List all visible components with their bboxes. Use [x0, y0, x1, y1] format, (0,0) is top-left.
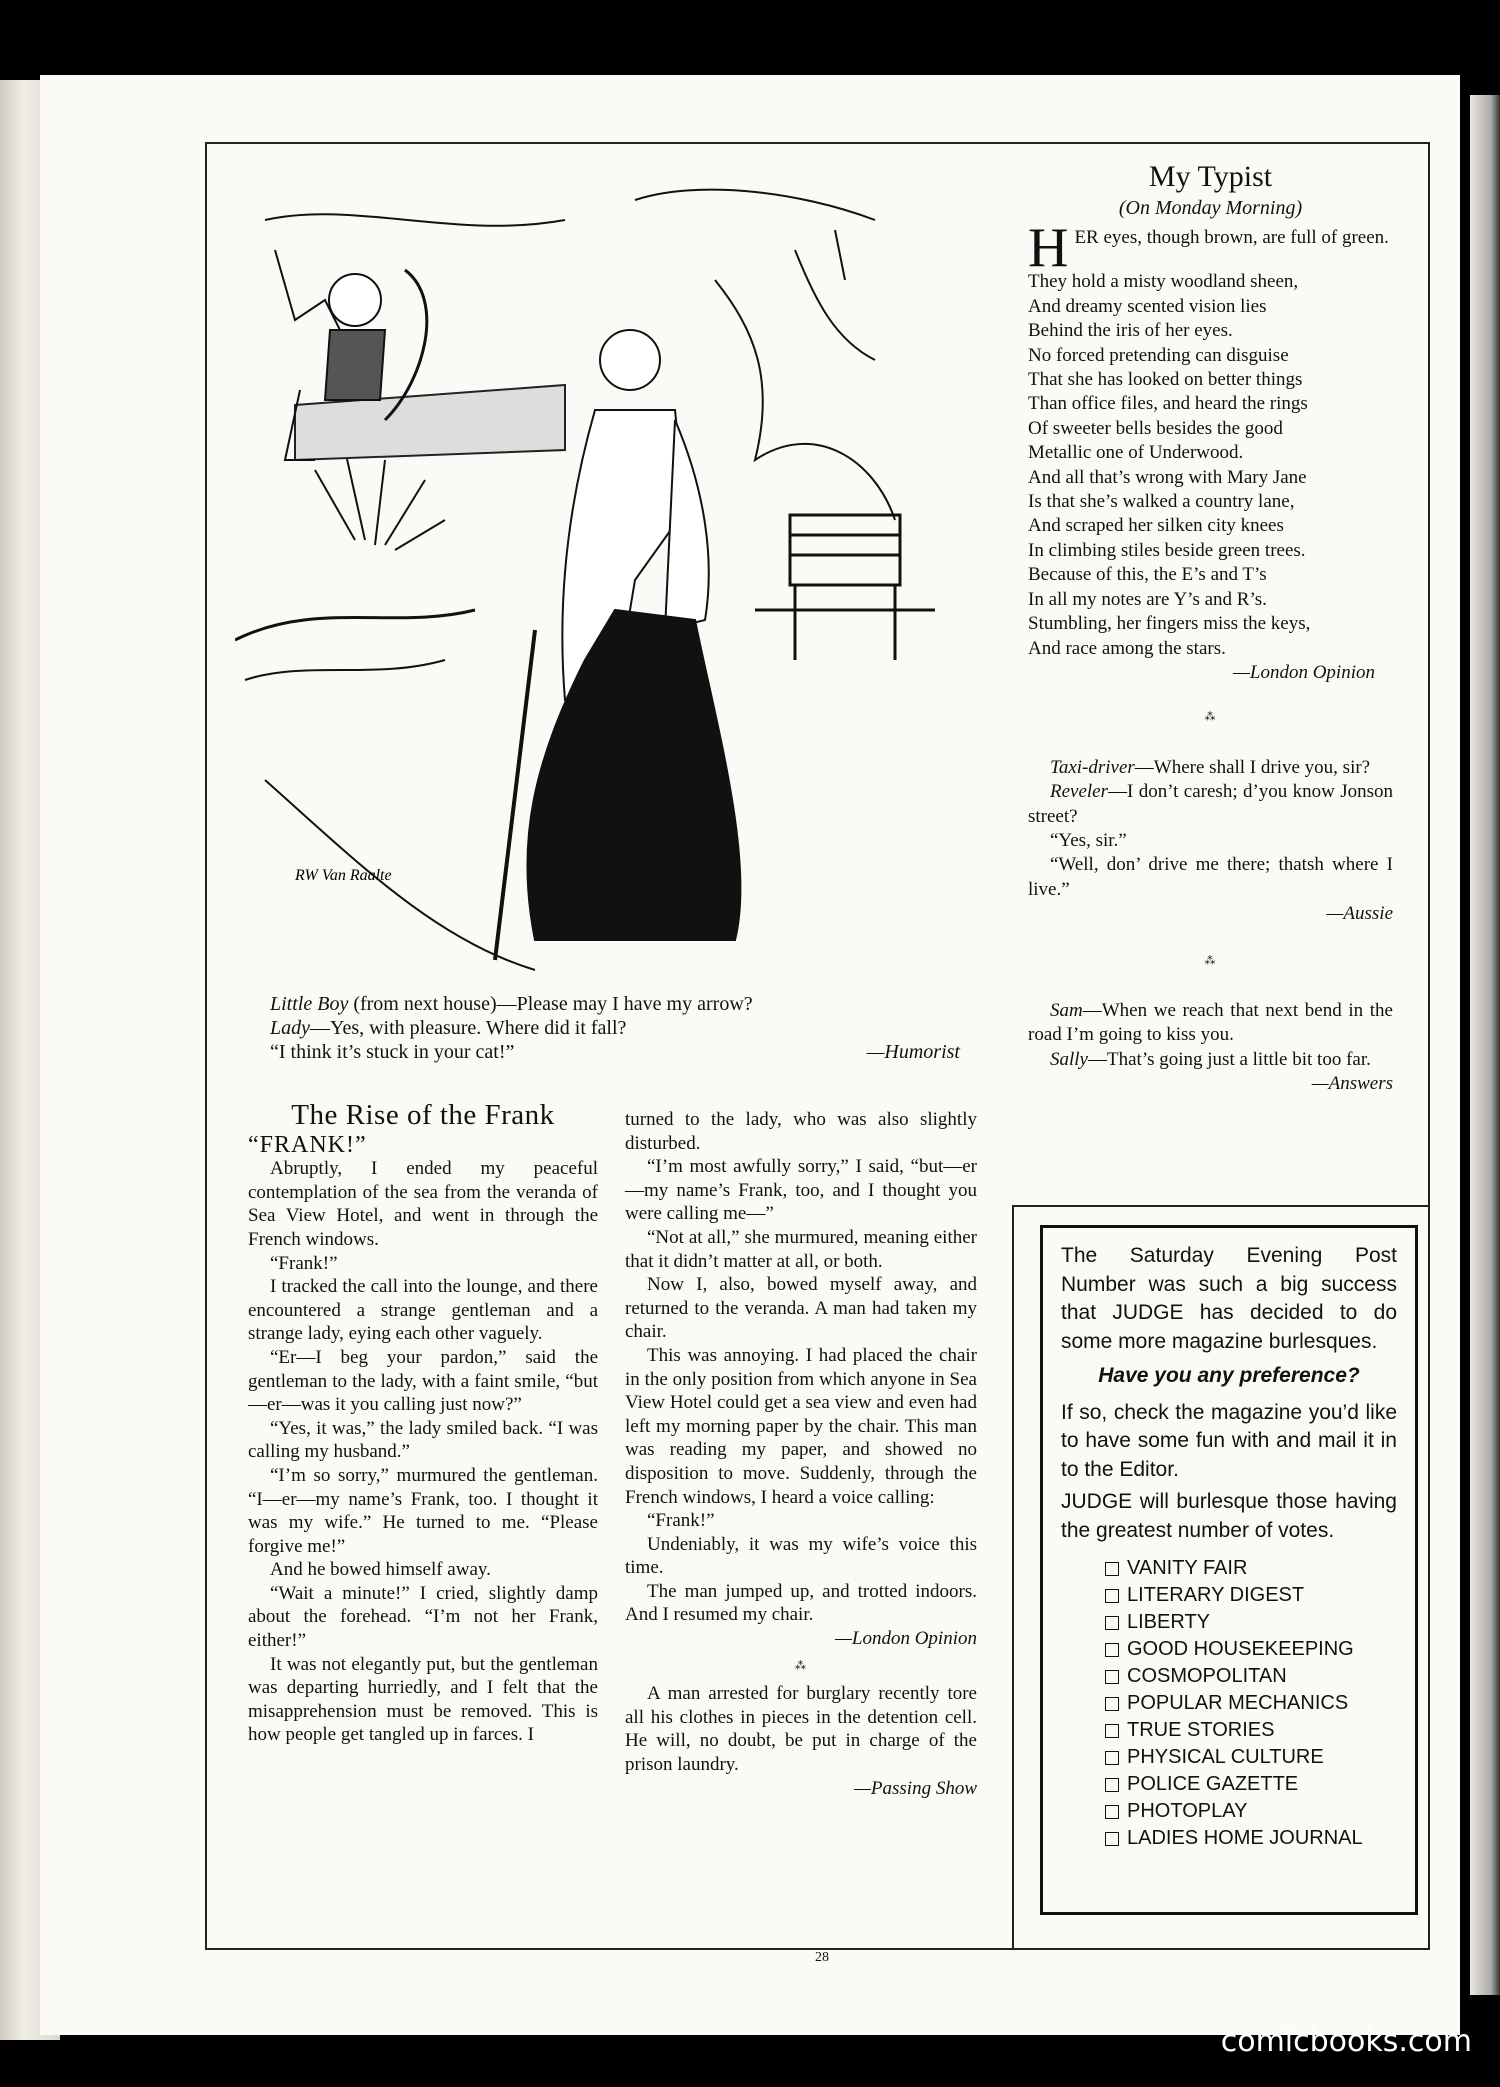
- poem-line: Of sweeter bells besides the good: [1028, 417, 1283, 439]
- poem-my-typist: [1028, 158, 1393, 1097]
- watermark: comicbooks.com: [1220, 2024, 1472, 2059]
- taxi-line-2: —I don’t caresh; d’you know Jonson street?: [1028, 781, 1393, 827]
- poem-line: And race among the stars.: [1028, 637, 1226, 659]
- ballot-options: [1105, 1555, 1397, 1852]
- story-paragraph: turned to the lady, who was also slightly disturbed.: [625, 1109, 977, 1154]
- ballot-option-label: LADIES HOME JOURNAL: [1127, 1827, 1363, 1849]
- story-paragraph: The man jumped up, and trotted indoors. And I resumed my chair.: [625, 1580, 977, 1626]
- taxi-line-3: “Yes, sir.”: [1050, 829, 1127, 851]
- ballot-instructions: If so, check the magazine you’d like to have some fun with and mail it in to the Editor.: [1061, 1400, 1397, 1481]
- poem-first-line-text: ER eyes, though brown, are full of green.: [1074, 227, 1389, 249]
- ballot-option[interactable]: [1105, 1582, 1397, 1609]
- story-paragraph: “Wait a minute!” I cried, slightly damp about the forehead. “I’m not her Frank, either!”: [248, 1582, 598, 1652]
- poem-line: In climbing stiles beside green trees.: [1028, 539, 1306, 561]
- poem-subtitle: (On Monday Morning): [1118, 197, 1303, 219]
- judge-ballot-box: [1040, 1225, 1418, 1915]
- checkbox[interactable]: [1105, 1751, 1119, 1765]
- sally-speaker: Sally: [1050, 1048, 1088, 1070]
- ballot-option[interactable]: [1105, 1825, 1397, 1852]
- ballot-option-label: POPULAR MECHANICS: [1127, 1692, 1349, 1714]
- taxi-attribution: —Aussie: [1326, 903, 1393, 925]
- story-column-2: [625, 1108, 977, 1800]
- book-page-edges-right: [1470, 95, 1500, 1995]
- poem-line: Is that she’s walked a country lane,: [1028, 491, 1295, 513]
- poem-line: That she has looked on better things: [1028, 369, 1303, 391]
- ballot-option[interactable]: [1105, 1717, 1397, 1744]
- checkbox[interactable]: [1105, 1805, 1119, 1819]
- story-paragraph: “I’m most awfully sorry,” I said, “but—er—my name’s Frank, too, and I thought you were calling me—”: [625, 1156, 977, 1225]
- poem-line: And scraped her silken city knees: [1028, 515, 1284, 537]
- page-number: 28: [815, 1950, 829, 1965]
- checkbox[interactable]: [1105, 1724, 1119, 1738]
- sam-speaker: Sam: [1050, 999, 1083, 1021]
- ballot-option-label: GOOD HOUSEKEEPING: [1127, 1638, 1354, 1660]
- poem-line: Stumbling, her fingers miss the keys,: [1028, 613, 1311, 635]
- ballot-option[interactable]: [1105, 1690, 1397, 1717]
- caption-line-3: “I think it’s stuck in your cat!”: [270, 1041, 515, 1063]
- checkbox[interactable]: [1105, 1697, 1119, 1711]
- poem-lines: [1028, 270, 1393, 661]
- story-paragraph: “Not at all,” she murmured, meaning either that it didn’t matter at all, or both.: [625, 1226, 977, 1272]
- caption-attribution: —Humorist: [866, 1041, 960, 1063]
- checkbox[interactable]: [1105, 1589, 1119, 1603]
- separator-stars: ⁂: [1204, 954, 1217, 967]
- checkbox[interactable]: [1105, 1562, 1119, 1576]
- ballot-option[interactable]: [1105, 1663, 1397, 1690]
- poem-dropcap: H: [1028, 217, 1069, 280]
- story-paragraph: It was not elegantly put, but the gentleman was departing hurriedly, and I felt that the misapprehension must be removed. This is how people get tangled up in farces. I: [248, 1653, 598, 1746]
- sam-line: —When we reach that next bend in the road I’m going to kiss you.: [1028, 999, 1393, 1046]
- story-opening: “FRANK!”: [248, 1131, 367, 1158]
- separator-stars: ⁂: [1204, 711, 1217, 724]
- story-paragraph: “I’m so sorry,” murmured the gentleman. “I—er—my name’s Frank, too. I thought it was my wife.” He turned to me. “Please forgive me!”: [248, 1464, 598, 1557]
- taxi-line-4: “Well, don’ drive me there; thatsh where I live.”: [1028, 854, 1393, 900]
- story-paragraph: “Yes, it was,” the lady smiled back. “I was calling my husband.”: [248, 1417, 598, 1463]
- story-attribution: —London Opinion: [835, 1628, 977, 1650]
- poem-line: Behind the iris of her eyes.: [1028, 320, 1233, 342]
- burglar-attribution: —Passing Show: [854, 1777, 977, 1799]
- ballot-option[interactable]: [1105, 1798, 1397, 1825]
- sally-line: —That’s going just a little bit too far.: [1088, 1048, 1371, 1070]
- sam-attribution: —Answers: [1311, 1073, 1393, 1095]
- ballot-option-label: POLICE GAZETTE: [1127, 1773, 1299, 1795]
- ballot-question: Have you any preference?: [1098, 1364, 1360, 1387]
- taxi-joke: [1028, 756, 1393, 927]
- checkbox[interactable]: [1105, 1778, 1119, 1792]
- story-title: The Rise of the Frank: [291, 1099, 555, 1131]
- checkbox[interactable]: [1105, 1832, 1119, 1846]
- poem-line: They hold a misty woodland sheen,: [1028, 271, 1299, 293]
- right-column-divider: [1012, 1205, 1430, 1207]
- caption-line-1: (from next house)—Please may I have my arrow?: [348, 993, 753, 1015]
- caption-line-2: —Yes, with pleasure. Where did it fall?: [310, 1017, 627, 1039]
- poem-title: My Typist: [1148, 160, 1273, 193]
- story-paragraph: “Frank!”: [270, 1252, 338, 1274]
- poem-line: Because of this, the E’s and T’s: [1028, 564, 1267, 586]
- story-paragraph: Abruptly, I ended my peaceful contemplation of the sea from the veranda of Sea View Hotel, and went in through the French windows.: [248, 1158, 598, 1250]
- taxi-speaker-1: Taxi-driver: [1050, 756, 1135, 778]
- taxi-speaker-2: Reveler: [1050, 781, 1109, 803]
- ballot-option-label: PHOTOPLAY: [1127, 1800, 1248, 1822]
- ballot-option-label: PHYSICAL CULTURE: [1127, 1746, 1324, 1768]
- ballot-option[interactable]: [1105, 1744, 1397, 1771]
- checkbox[interactable]: [1105, 1670, 1119, 1684]
- story-paragraph: “Er—I beg your pardon,” said the gentleman to the lady, with a faint smile, “but—er—was it you calling just now?”: [248, 1346, 598, 1416]
- poem-line: No forced pretending can disguise: [1028, 344, 1289, 366]
- ballot-option[interactable]: [1105, 1609, 1397, 1636]
- sam-joke: [1028, 999, 1393, 1097]
- taxi-line-1: —Where shall I drive you, sir?: [1134, 756, 1371, 778]
- checkbox[interactable]: [1105, 1643, 1119, 1657]
- separator-stars: ⁂: [795, 1659, 807, 1672]
- ballot-option-label: LITERARY DIGEST: [1127, 1584, 1305, 1606]
- ballot-note: JUDGE will burlesque those having the greatest number of votes.: [1061, 1490, 1397, 1542]
- ballot-option-label: LIBERTY: [1127, 1611, 1210, 1633]
- checkbox[interactable]: [1105, 1616, 1119, 1630]
- poem-line: Metallic one of Underwood.: [1028, 442, 1244, 464]
- story-paragraph: Undeniably, it was my wife’s voice this time.: [625, 1533, 977, 1579]
- cartoon-caption: [270, 992, 960, 1064]
- poem-line: And all that’s wrong with Mary Jane: [1028, 466, 1307, 488]
- ballot-option[interactable]: [1105, 1555, 1397, 1582]
- story-paragraph: I tracked the call into the lounge, and there encountered a strange gentleman and a strange lady, eying each other vaguely.: [248, 1276, 598, 1345]
- poem-line: And dreamy scented vision lies: [1028, 295, 1267, 317]
- ballot-option[interactable]: [1105, 1636, 1397, 1663]
- cartoon-illustration: [235, 160, 990, 975]
- poem-first-line: [1028, 217, 1393, 280]
- story-paragraph: And he bowed himself away.: [270, 1559, 491, 1581]
- poem-line: Than office files, and heard the rings: [1028, 393, 1308, 415]
- poem-line: In all my notes are Y’s and R’s.: [1028, 588, 1267, 610]
- right-column-divider-vertical: [1012, 1205, 1014, 1950]
- burglar-joke: A man arrested for burglary recently tore all his clothes in pieces in the detention cell. He will, no doubt, be put in charge of the prison laundry.: [625, 1683, 977, 1776]
- caption-speaker-lady: Lady: [270, 1017, 310, 1039]
- story-paragraph: This was annoying. I had placed the chair in the only position from which anyone in Sea View Hotel could get a sea view and even had left my morning paper by the chair. This man was reading my paper, and showed no disposition to move. Suddenly, through the French windows, I heard a voice calling:: [625, 1344, 977, 1508]
- poem-attribution: —London Opinion: [1233, 661, 1375, 683]
- ballot-option-label: TRUE STORIES: [1127, 1719, 1275, 1741]
- story-column-1: [248, 1099, 598, 1747]
- caption-speaker-boy: Little Boy: [270, 993, 349, 1015]
- ballot-option-label: COSMOPOLITAN: [1127, 1665, 1287, 1687]
- artist-signature: RW Van Raalte: [295, 867, 392, 884]
- ballot-intro: The Saturday Evening Post Number was such a big success that JUDGE has decided to do some more magazine burlesques.: [1061, 1244, 1397, 1353]
- ballot-option[interactable]: [1105, 1771, 1397, 1798]
- ballot-option-label: VANITY FAIR: [1127, 1557, 1248, 1579]
- story-paragraph: “Frank!”: [647, 1510, 715, 1532]
- story-paragraph: Now I, also, bowed myself away, and returned to the veranda. A man had taken my chair.: [625, 1274, 977, 1343]
